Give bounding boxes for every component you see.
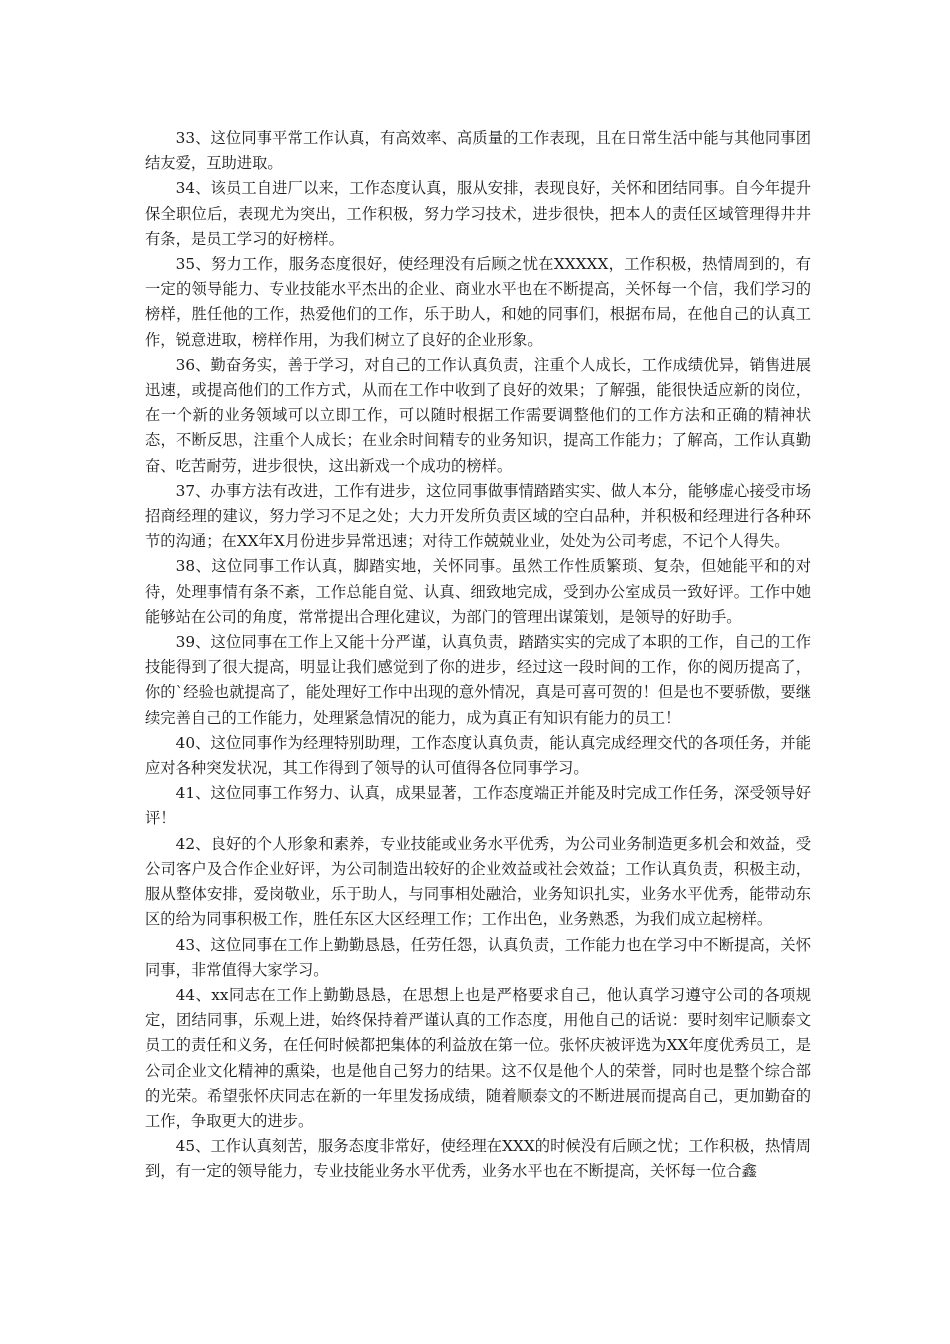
paragraph-39: 39、这位同事在工作上又能十分严谨，认真负责，踏踏实实的完成了本职的工作，自己的工作技能得到了很大提高，明显让我们感觉到了你的进步，经过这一段时间的工作，你的阅历提高了，你的`经验也就提高了，能处理好工作中出现的意外情况，真是可喜可贺的！但是也不要骄傲，要继续完善自己的工作能力，处理紧急情况的能力，成为真正有知识有能力的员工！ [145,633,811,727]
paragraph-43: 43、这位同事在工作上勤勤恳恳，任劳任怨，认真负责，工作能力也在学习中不断提高，关怀同事，非常值得大家学习。 [145,935,811,979]
paragraph-44: 44、xx同志在工作上勤勤恳恳，在思想上也是严格要求自己，他认真学习遵守公司的各项规定，团结同事，乐观上进，始终保持着严谨认真的工作态度，用他自己的话说：要时刻牢记顺泰文员工的责任和义务，在任何时候都把集体的利益放在第一位。张怀庆被评选为XX年度优秀员工，是公司企业文化精神的熏染，也是他自己努力的结果。这不仅是他个人的荣誉，同时也是整个综合部的光荣。希望张怀庆同志在新的一年里发扬成绩，随着顺泰文的不断进展而提高自己，更加勤奋的工作，争取更大的进步。 [145,985,811,1130]
paragraph-33: 33、这位同事平常工作认真，有高效率、高质量的工作表现，且在日常生活中能与其他同事团结友爱，互助进取。 [145,129,811,173]
paragraph-35: 35、努力工作，服务态度很好，使经理没有后顾之忧在XXXXX，工作积极，热情周到的，有一定的领导能力、专业技能水平杰出的企业、商业水平也在不断提高，关怀每一个信，我们学习的榜样，胜任他的工作，热爱他们的工作，乐于助人，和她的同事们，根据布局，在他自己的认真工作，锐意进取，榜样作用，为我们树立了良好的企业形象。 [145,255,811,349]
paragraph-37: 37、办事方法有改进，工作有进步，这位同事做事情踏踏实实、做人本分，能够虚心接受市场招商经理的建议，努力学习不足之处；大力开发所负责区域的空白品种，并积极和经理进行各种环节的沟通；在XX年X月份进步异常迅速；对待工作兢兢业业，处处为公司考虑，不记个人得失。 [145,481,811,551]
paragraph-34: 34、该员工自进厂以来，工作态度认真，服从安排，表现良好，关怀和团结同事。自今年提升保全职位后，表现尤为突出，工作积极，努力学习技术，进步很快，把本人的责任区域管理得井井有条，是员工学习的好榜样。 [145,179,811,248]
paragraph-38: 38、这位同事工作认真，脚踏实地，关怀同事。虽然工作性质繁琐、复杂，但她能平和的对待，处理事情有条不紊，工作总能自觉、认真、细致地完成，受到办公室成员一致好评。工作中她能够站在公司的角度，常常提出合理化建议，为部门的管理出谋策划，是领导的好助手。 [145,557,811,626]
paragraph-40: 40、这位同事作为经理特别助理，工作态度认真负责，能认真完成经理交代的各项任务，并能应对各种突发状况，其工作得到了领导的认可值得各位同事学习。 [145,733,811,778]
paragraph-41: 41、这位同事工作努力、认真，成果显著，工作态度端正并能及时完成工作任务，深受领导好评！ [145,784,811,828]
paragraph-45: 45、工作认真刻苦，服务态度非常好，使经理在XXX的时候没有后顾之忧；工作积极，热情周到，有一定的领导能力，专业技能业务水平优秀，业务水平也在不断提高，关怀每一位合鑫 [145,1137,811,1181]
document-body [145,126,811,1185]
paragraph-42: 42、良好的个人形象和素养，专业技能或业务水平优秀，为公司业务制造更多机会和效益，受公司客户及合作企业好评，为公司制造出较好的企业效益或社会效益；工作认真负责，积极主动，服从整体安排，爱岗敬业，乐于助人，与同事相处融洽，业务知识扎实，业务水平优秀，能带动东区的给为同事积极工作，胜任东区大区经理工作；工作出色，业务熟悉，为我们成立起榜样。 [145,834,811,929]
paragraph-36: 36、勤奋务实，善于学习，对自己的工作认真负责，注重个人成长，工作成绩优异，销售进展迅速，或提高他们的工作方式，从而在工作中收到了良好的效果；了解强，能很快适应新的岗位，在一个新的业务领域可以立即工作，可以随时根据工作需要调整他们的工作方法和正确的精神状态，不断反思，注重个人成长；在业余时间精专的业务知识，提高工作能力；了解高，工作认真勤奋、吃苦耐劳，进步很快，这出新戏一个成功的榜样。 [145,355,811,475]
